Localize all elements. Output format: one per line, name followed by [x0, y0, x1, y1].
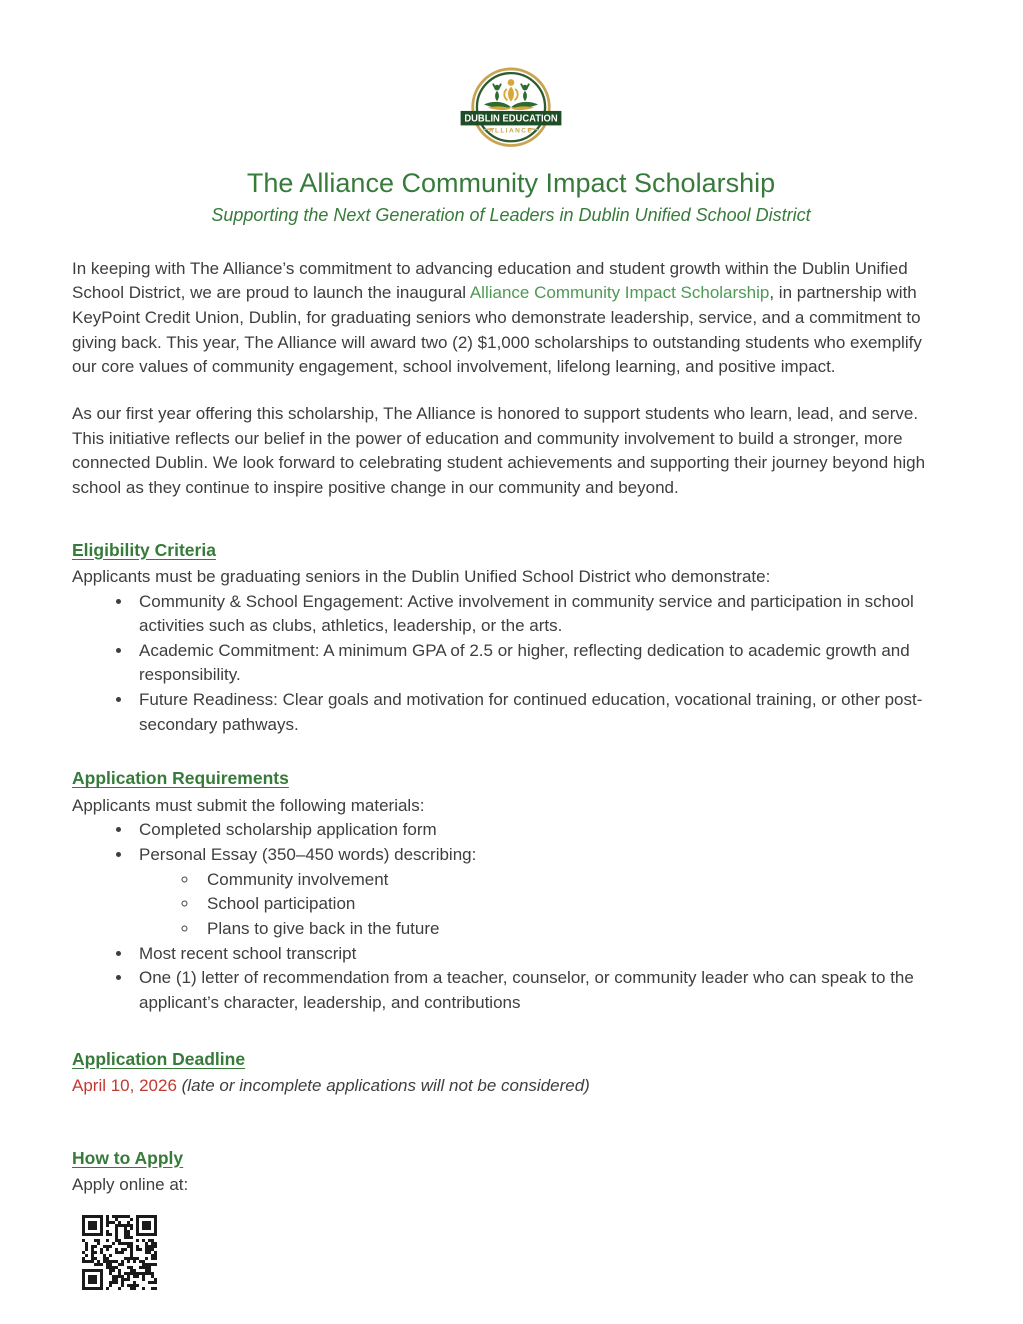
list-item: • Academic Commitment: A minimum GPA of 2.5 or higher, reflecting dedication to academic growth and responsibility.	[133, 639, 950, 688]
essay-topics-list	[139, 868, 950, 942]
how-to-apply-heading: How to Apply	[72, 1147, 184, 1168]
list-item: ◦ Community involvement	[199, 868, 950, 893]
intro-paragraph-2: As our first year offering this scholarship, The Alliance is honored to support students who learn, lead, and serve. This initiative reflects our belief in the power of education and community involvement to build a stronger, more connected Dublin. We look forward to celebrating student achievements and supporting their journey beyond high school as they continue to inspire positive change in our community and beyond.	[72, 403, 926, 497]
scholarship-name-highlight: Alliance Community Impact Scholarship	[469, 283, 770, 303]
flyer-header	[72, 66, 950, 228]
how-to-apply-section	[72, 1146, 950, 1290]
list-item: • Completed scholarship application form	[133, 818, 950, 843]
requirements-list	[72, 818, 950, 1015]
page-subtitle: Supporting the Next Generation of Leaders in Dublin Unified School District	[211, 204, 811, 225]
requirements-lead: Applicants must submit the following materials:	[72, 795, 425, 815]
logo-banner-text: DUBLIN EDUCATION	[464, 113, 558, 125]
intro-p1-text-before: In keeping with The Alliance’s commitment to advancing education and student growth within the Dublin Unified School District, we are proud to launch the inaugural	[72, 258, 908, 303]
list-item	[133, 843, 950, 942]
deadline-date: April 10, 2026	[72, 1075, 177, 1095]
page-title: The Alliance Community Impact Scholarship	[246, 167, 776, 198]
deadline-note: (late or incomplete applications will not be considered)	[176, 1075, 590, 1095]
deadline-line	[72, 1074, 950, 1099]
list-item: • One (1) letter of recommendation from a teacher, counselor, or community leader who can speak to the applicant’s character, leadership, and contributions	[133, 966, 950, 1015]
list-item: ◦ Plans to give back in the future	[199, 917, 950, 942]
eligibility-heading: Eligibility Criteria	[72, 539, 216, 560]
apply-lead: Apply online at:	[72, 1174, 189, 1194]
list-item: • Future Readiness: Clear goals and motivation for continued education, vocational training, or other post-secondary pathways.	[133, 688, 950, 737]
qr-code-icon	[82, 1215, 157, 1290]
logo-ribbon-text: ALLIANCE	[488, 127, 534, 135]
intro-paragraph-1	[72, 257, 950, 380]
list-item: ◦ School participation	[199, 892, 950, 917]
list-item: • Community & School Engagement: Active involvement in community service and participation in school activities such as clubs, athletics, leadership, or the arts.	[133, 590, 950, 639]
flyer-body	[72, 257, 950, 1290]
eligibility-lead: Applicants must be graduating seniors in the Dublin Unified School District who demonstrate:	[72, 566, 771, 586]
eligibility-list	[72, 590, 950, 738]
essay-item-label: Personal Essay (350–450 words) describing:	[139, 845, 477, 865]
dublin-education-alliance-logo-icon	[455, 66, 567, 162]
deadline-section	[72, 1047, 950, 1099]
deadline-heading: Application Deadline	[72, 1048, 246, 1069]
requirements-section	[72, 766, 950, 1015]
requirements-heading: Application Requirements	[72, 768, 289, 789]
intro-p1-text-after: , in partnership with KeyPoint Credit Union, Dublin, for graduating seniors who demonstrate leadership, service, and a commitment to giving back. This year, The Alliance will award two (2) $1,000 scholarships to outstanding students who exemplify our core values of community engagement, school involvement, lifelong learning, and positive impact.	[72, 283, 922, 377]
eligibility-section	[72, 538, 950, 738]
list-item: • Most recent school transcript	[133, 942, 950, 967]
